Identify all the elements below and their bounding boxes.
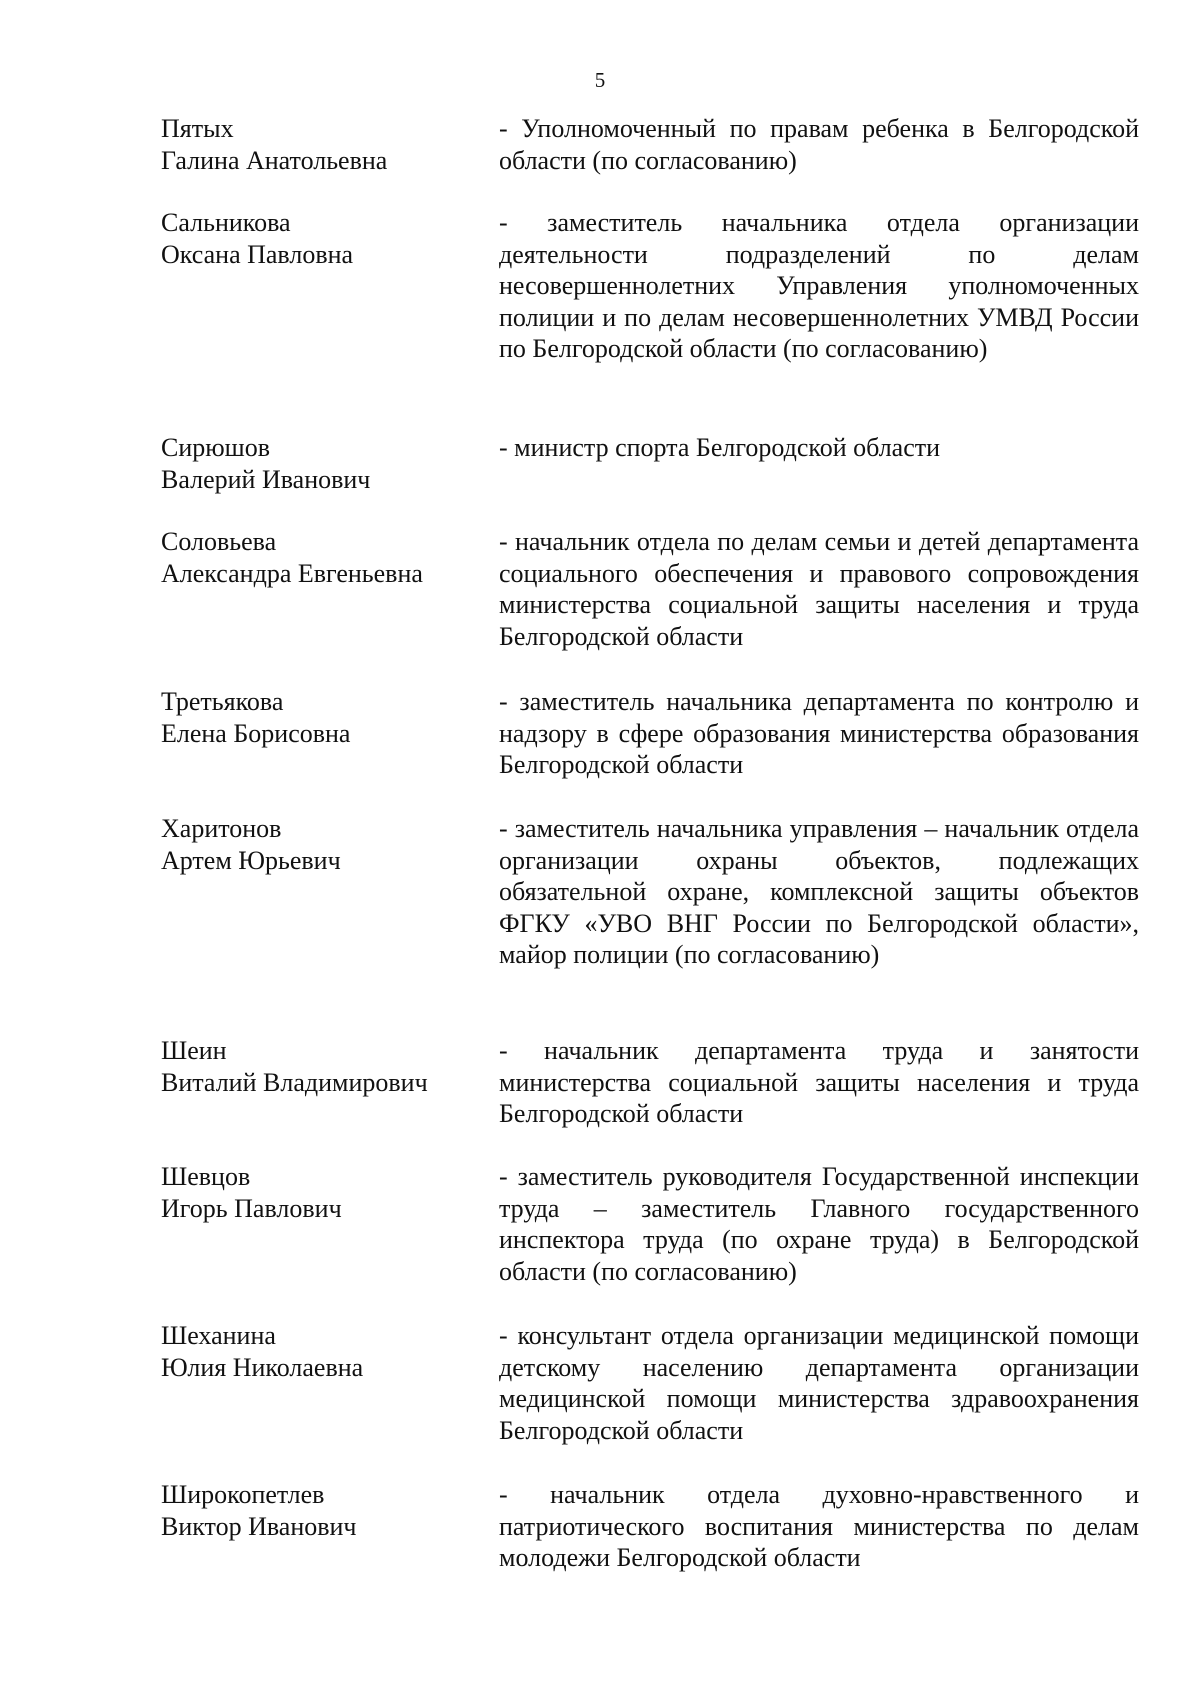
- member-name: [161, 1479, 481, 1542]
- member-name: [161, 686, 481, 749]
- member-given-name: Елена Борисовна: [161, 718, 351, 748]
- member-name: [161, 432, 481, 495]
- member-given-name: Александра Евгеньевна: [161, 558, 423, 588]
- member-name: [161, 1161, 481, 1224]
- member-surname: Шеханина: [161, 1321, 276, 1350]
- member-position: - начальник департамента труда и занятости министерства социальной защиты населения и труда Белгородской области: [499, 1036, 1139, 1128]
- member-name: [161, 207, 481, 270]
- member-position: - заместитель руководителя Государственной инспекции труда – заместитель Главного государственного инспектора труда (по охране труда) в Белгородской области (по согласованию): [499, 1162, 1139, 1286]
- member-given-name: Виктор Иванович: [161, 1511, 357, 1541]
- member-name: [161, 1320, 481, 1383]
- member-position: - начальник отдела по делам семьи и детей департамента социального обеспечения и правового сопровождения министерства социальной защиты населения и труда Белгородской области: [499, 527, 1139, 651]
- member-surname: Шеин: [161, 1036, 227, 1065]
- member-given-name: Оксана Павловна: [161, 239, 354, 269]
- member-position: - начальник отдела духовно-нравственного и патриотического воспитания министерства по делам молодежи Белгородской области: [499, 1480, 1139, 1572]
- member-surname: Шевцов: [161, 1162, 251, 1191]
- member-surname: Широкопетлев: [161, 1480, 325, 1509]
- member-position: - Уполномоченный по правам ребенка в Белгородской области (по согласованию): [499, 114, 1139, 175]
- member-given-name: Виталий Владимирович: [161, 1067, 428, 1097]
- member-name: [161, 526, 481, 589]
- member-position: - министр спорта Белгородской области: [499, 433, 941, 462]
- member-surname: Соловьева: [161, 527, 277, 556]
- page-number: 5: [594, 68, 606, 92]
- member-surname: Третьякова: [161, 687, 284, 716]
- member-name: [161, 1035, 481, 1098]
- member-name: [161, 813, 481, 876]
- member-given-name: Валерий Иванович: [161, 464, 371, 494]
- member-given-name: Галина Анатольевна: [161, 145, 388, 175]
- member-surname: Сирюшов: [161, 433, 270, 462]
- member-position: - заместитель начальника управления – начальник отдела организации охраны объектов, подлежащих обязательной охране, комплексной защиты объектов ФГКУ «УВО ВНГ России по Белгородской области», майор полиции (по согласованию): [499, 814, 1139, 969]
- member-surname: Пятых: [161, 114, 234, 143]
- member-name: [161, 113, 481, 176]
- member-position: - консультант отдела организации медицинской помощи детскому населению департамента организации медицинской помощи министерства здравоохранения Белгородской области: [499, 1321, 1139, 1445]
- member-position: - заместитель начальника департамента по контролю и надзору в сфере образования министерства образования Белгородской области: [499, 687, 1139, 779]
- member-given-name: Игорь Павлович: [161, 1193, 342, 1223]
- member-surname: Сальникова: [161, 208, 291, 237]
- member-given-name: Юлия Николаевна: [161, 1352, 364, 1382]
- member-position: - заместитель начальника отдела организации деятельности подразделений по делам несовершеннолетних Управления уполномоченных полиции и по делам несовершеннолетних УМВД России по Белгородской области (по согласованию): [499, 208, 1139, 363]
- member-given-name: Артем Юрьевич: [161, 845, 341, 875]
- member-surname: Харитонов: [161, 814, 282, 843]
